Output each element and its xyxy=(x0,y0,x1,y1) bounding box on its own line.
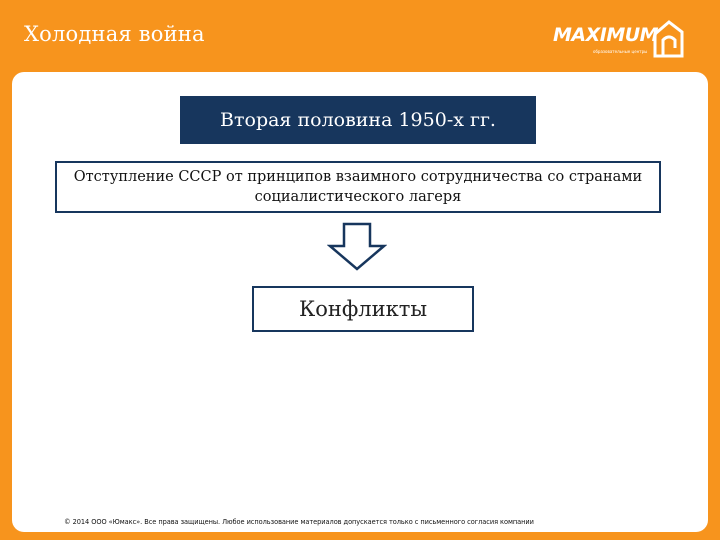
copyright-footer: © 2014 ООО «Юмакс». Все права защищены. Любое использование материалов допускается только с письменного согласия компании xyxy=(64,518,534,526)
statement-box: Отступление СССР от принципов взаимного сотрудничества со странами социалистического лагеря xyxy=(55,161,661,213)
result-box: Конфликты xyxy=(252,286,474,332)
maximum-logo xyxy=(553,18,687,62)
period-heading: Вторая половина 1950-х гг. xyxy=(180,96,536,144)
logo-tagline: образовательные центры xyxy=(593,49,648,54)
logo-house-icon xyxy=(651,18,685,58)
slide-section-title: Холодная война xyxy=(24,22,205,46)
logo-wordmark: MAXIMUM xyxy=(553,24,659,46)
down-arrow-icon xyxy=(327,222,387,272)
